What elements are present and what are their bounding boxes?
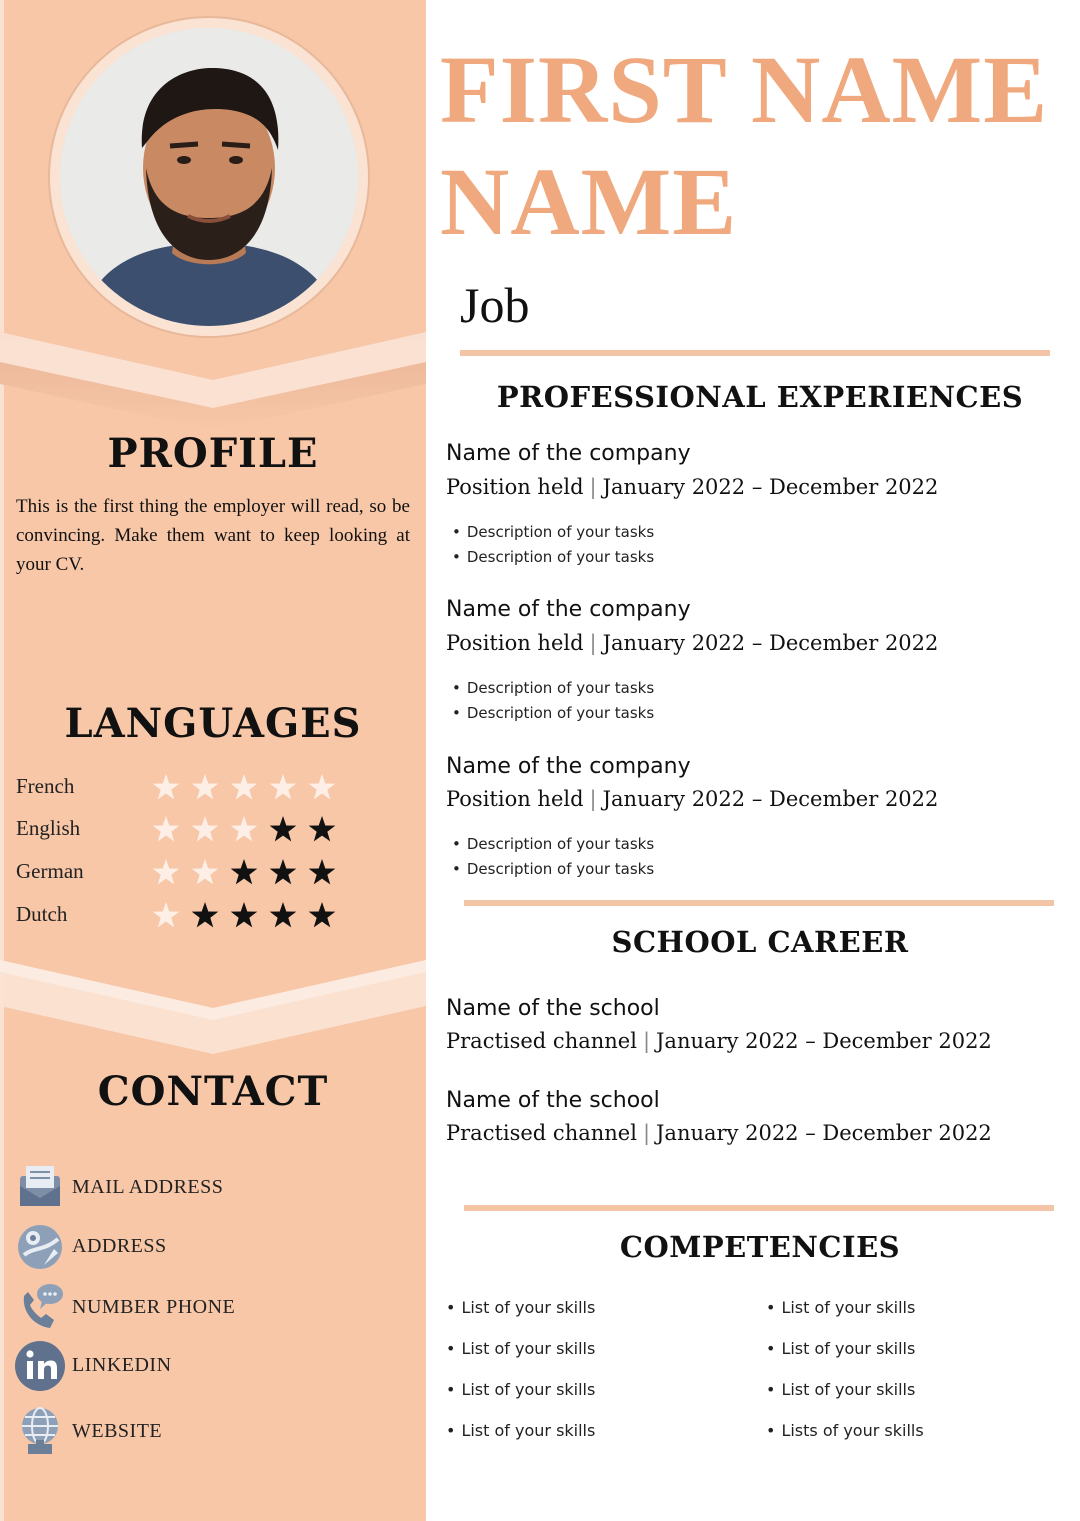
contact-mail[interactable] xyxy=(14,1162,414,1214)
school-line xyxy=(446,1029,992,1053)
position-dates: January 2022 – December 2022 xyxy=(602,475,939,499)
contact-heading: CONTACT xyxy=(97,1068,329,1115)
rating-stars xyxy=(148,898,348,934)
separator: | xyxy=(589,787,597,811)
language-name: German xyxy=(16,859,84,883)
star-empty-icon xyxy=(192,816,219,841)
task-item: • Description of your tasks xyxy=(452,835,654,853)
contact-phone[interactable] xyxy=(14,1282,414,1334)
sidebar-edge xyxy=(0,0,4,1521)
divider xyxy=(460,350,1050,356)
contact-label: NUMBER PHONE xyxy=(72,1296,236,1318)
last-name: NAME xyxy=(440,148,738,255)
star-empty-icon xyxy=(231,816,258,841)
star-empty-icon xyxy=(309,774,336,799)
person-illustration xyxy=(60,28,358,326)
star-empty-icon xyxy=(153,774,180,799)
language-name: English xyxy=(16,816,81,840)
position-title: Position held xyxy=(446,475,584,499)
skill-item: • List of your skills xyxy=(766,1298,915,1317)
skill-item: • List of your skills xyxy=(446,1421,595,1440)
language-row-dutch xyxy=(16,898,356,934)
divider xyxy=(464,900,1054,906)
contact-linkedin[interactable] xyxy=(14,1340,414,1392)
star-empty-icon xyxy=(270,774,297,799)
contact-label: LINKEDIN xyxy=(72,1354,172,1376)
language-row-english xyxy=(16,812,356,848)
star-empty-icon xyxy=(153,816,180,841)
language-row-german xyxy=(16,855,356,891)
star-filled-icon xyxy=(231,902,258,927)
experience-heading: PROFESSIONAL EXPERIENCES xyxy=(496,380,1024,414)
languages-heading: LANGUAGES xyxy=(64,700,362,747)
task-item: • Description of your tasks xyxy=(452,523,654,541)
position-title: Position held xyxy=(446,787,584,811)
rating-stars xyxy=(148,770,348,806)
school-name: Name of the school xyxy=(446,1088,660,1113)
star-filled-icon xyxy=(270,902,297,927)
position-line xyxy=(446,475,938,499)
star-empty-icon xyxy=(153,902,180,927)
company-name: Name of the company xyxy=(446,441,691,466)
separator: | xyxy=(589,475,597,499)
star-empty-icon xyxy=(153,859,180,884)
divider xyxy=(464,1205,1054,1211)
map-pin-icon xyxy=(14,1221,66,1273)
position-title: Position held xyxy=(446,631,584,655)
bottom-chevron-divider xyxy=(0,950,426,1060)
rating-stars xyxy=(148,855,348,891)
star-filled-icon xyxy=(192,902,219,927)
task-item: • Description of your tasks xyxy=(452,548,654,566)
contact-label: WEBSITE xyxy=(72,1420,163,1442)
globe-icon xyxy=(14,1406,66,1458)
company-name: Name of the company xyxy=(446,754,691,779)
school-dates: January 2022 – December 2022 xyxy=(656,1121,992,1145)
task-item: • Description of your tasks xyxy=(452,860,654,878)
separator: | xyxy=(642,1029,651,1053)
contact-label: ADDRESS xyxy=(72,1235,167,1257)
star-filled-icon xyxy=(231,859,258,884)
star-empty-icon xyxy=(231,774,258,799)
job-title: Job xyxy=(460,277,530,333)
mail-icon xyxy=(14,1162,66,1214)
profile-text: This is the first thing the employer will read, so be convincing. Make them want to keep looking at your CV. xyxy=(16,496,410,575)
school-channel: Practised channel xyxy=(446,1029,637,1053)
first-name: FIRST NAME xyxy=(440,36,1049,143)
school-channel: Practised channel xyxy=(446,1121,637,1145)
star-filled-icon xyxy=(309,816,336,841)
school-dates: January 2022 – December 2022 xyxy=(656,1029,992,1053)
contact-website[interactable] xyxy=(14,1406,414,1458)
linkedin-icon xyxy=(14,1340,66,1392)
language-name: Dutch xyxy=(16,902,68,926)
position-line xyxy=(446,631,938,655)
language-name: French xyxy=(16,774,75,798)
skill-item: • List of your skills xyxy=(766,1380,915,1399)
contact-address[interactable] xyxy=(14,1221,414,1273)
position-line xyxy=(446,787,938,811)
language-row-french xyxy=(16,770,356,806)
skill-item: • List of your skills xyxy=(766,1339,915,1358)
rating-stars xyxy=(148,812,348,848)
star-empty-icon xyxy=(192,774,219,799)
separator: | xyxy=(642,1121,651,1145)
star-filled-icon xyxy=(309,902,336,927)
competencies-heading: COMPETENCIES xyxy=(619,1230,901,1264)
school-line xyxy=(446,1121,992,1145)
contact-label: MAIL ADDRESS xyxy=(72,1176,224,1198)
position-dates: January 2022 – December 2022 xyxy=(602,787,939,811)
school-heading: SCHOOL CAREER xyxy=(611,925,909,959)
company-name: Name of the company xyxy=(446,597,691,622)
skill-item: • List of your skills xyxy=(446,1339,595,1358)
profile-photo xyxy=(60,28,358,326)
skill-item: • List of your skills xyxy=(446,1298,595,1317)
sidebar xyxy=(0,0,426,1521)
star-filled-icon xyxy=(270,816,297,841)
separator: | xyxy=(589,631,597,655)
task-item: • Description of your tasks xyxy=(452,679,654,697)
task-item: • Description of your tasks xyxy=(452,704,654,722)
main-content xyxy=(426,0,1080,1521)
profile-heading: PROFILE xyxy=(107,430,319,477)
school-name: Name of the school xyxy=(446,996,660,1021)
skill-item: • List of your skills xyxy=(446,1380,595,1399)
position-dates: January 2022 – December 2022 xyxy=(602,631,939,655)
skill-item: • Lists of your skills xyxy=(766,1421,924,1440)
star-filled-icon xyxy=(270,859,297,884)
star-empty-icon xyxy=(192,859,219,884)
star-filled-icon xyxy=(309,859,336,884)
phone-icon xyxy=(14,1282,66,1334)
